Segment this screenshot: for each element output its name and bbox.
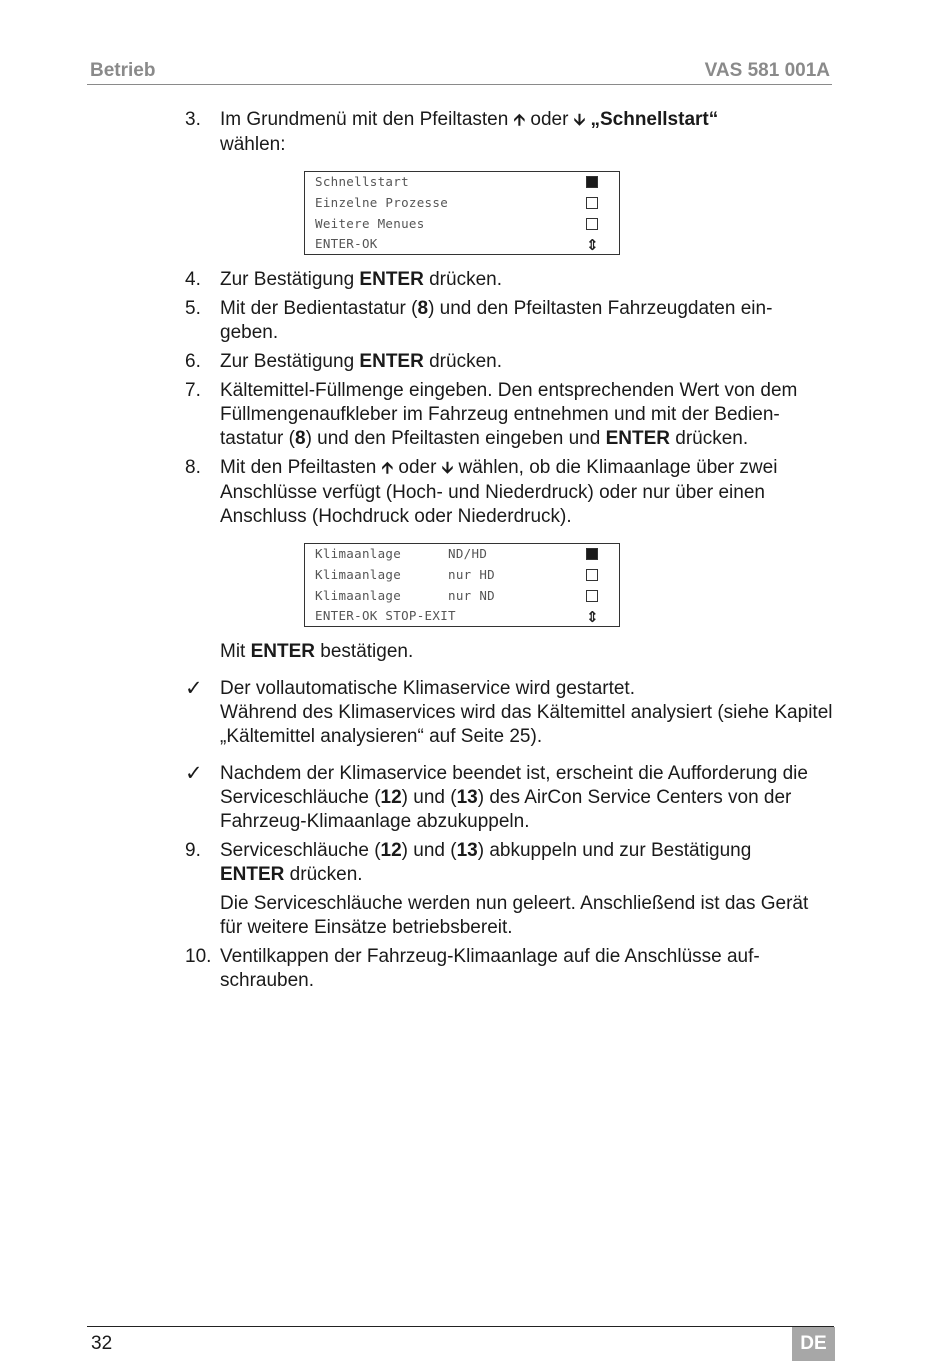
step-10: [185, 945, 835, 993]
result-text: ) und (: [401, 787, 457, 808]
step-text: wählen, ob die Klimaanlage über zwei Anschlüsse verfügt (Hoch- und Niederdruck) oder nur über einen Anschluss (Hochdruck oder Niederdruck).: [220, 457, 778, 527]
checkbox-icon: [586, 197, 598, 209]
step-4: [185, 268, 835, 292]
result-1: [185, 677, 835, 749]
lcd-row: Einzelne Prozesse: [315, 195, 449, 210]
page-number: 32: [91, 1333, 113, 1354]
step-9: [185, 839, 835, 887]
lcd-row: Klimaanlage nur HD: [315, 567, 495, 582]
step-text: ) und (: [401, 840, 457, 861]
lcd-display-ac-connection: [304, 543, 620, 627]
result-text: Nachdem der Klimaservice beendet ist, erscheint die Aufforderung die Serviceschläuche (: [220, 763, 808, 808]
reference-number: 12: [380, 840, 402, 861]
menu-item-name: „Schnellstart“: [590, 109, 719, 130]
step-text: Mit der Bedientastatur (: [220, 298, 418, 319]
reference-number: 13: [456, 840, 478, 861]
step-text: bestätigen.: [315, 641, 414, 662]
step-number: 6.: [185, 351, 201, 372]
selected-checkbox-icon: [586, 176, 598, 188]
step-text: Mit: [220, 641, 251, 662]
checkmark-icon: ✓: [185, 762, 203, 785]
lcd-row: Klimaanlage nur ND: [315, 588, 495, 603]
step-text: geben.: [220, 322, 279, 343]
step-text: drücken.: [423, 269, 502, 290]
lcd-row: Klimaanlage ND/HD: [315, 546, 488, 561]
step-text: oder: [525, 109, 574, 130]
key-name: ENTER: [359, 269, 424, 290]
step-7: [185, 379, 835, 451]
step-text: ) abkuppeln und zur Bestätigung: [477, 840, 752, 861]
step-text: Kältemittel-Füllmenge eingeben. Den entsprechenden Wert von dem Füllmengenaufkleber im Fahrzeug entnehmen und mit der Bedien-: [220, 380, 798, 425]
page-header: [87, 58, 832, 85]
lcd-row: Weitere Menues: [315, 216, 425, 231]
step-text: Serviceschläuche (: [220, 840, 381, 861]
down-arrow-icon: 🡫: [441, 460, 454, 477]
key-name: ENTER: [359, 351, 424, 372]
lcd-display-main-menu: [304, 171, 620, 255]
checkbox-icon: [586, 590, 598, 602]
reference-number: 13: [456, 787, 478, 808]
key-name: ENTER: [605, 428, 670, 449]
step-text: tastatur (: [220, 428, 295, 449]
step-number: 7.: [185, 380, 201, 401]
checkbox-icon: [586, 218, 598, 230]
step-text: Mit den Pfeiltasten: [220, 457, 382, 478]
step-9-note: Die Serviceschläuche werden nun geleert. Anschließend ist das Gerät für weitere Einsätze betriebsbereit.: [220, 893, 809, 938]
lcd-row: ENTER-OK: [315, 236, 378, 251]
result-text: Der vollautomatische Klimaservice wird gestartet.: [220, 678, 635, 699]
key-name: ENTER: [250, 641, 316, 662]
step-number: 10.: [185, 946, 212, 967]
step-text: drücken.: [423, 351, 502, 372]
step-6: [185, 350, 835, 374]
language-badge: DE: [792, 1327, 835, 1361]
model-number: VAS 581 001A: [704, 60, 830, 81]
up-down-arrow-icon: ⇕: [586, 608, 599, 626]
result-2: [185, 762, 835, 834]
step-text: drücken.: [669, 428, 749, 449]
confirm-instruction: [185, 640, 835, 664]
step-text: Zur Bestätigung: [220, 351, 360, 372]
result-text: Während des Klimaservices wird das Kältemittel analysiert (siehe Kapitel „Kältemittel analysieren“ auf Seite 25).: [220, 702, 833, 747]
step-text: oder: [393, 457, 442, 478]
step-number: 9.: [185, 840, 201, 861]
up-arrow-icon: 🡩: [381, 460, 394, 477]
reference-number: 12: [380, 787, 402, 808]
step-text: Ventilkappen der Fahrzeug-Klimaanlage auf die Anschlüsse auf-: [220, 946, 760, 967]
reference-number: 8: [417, 298, 429, 319]
step-text: Im Grundmenü mit den Pfeiltasten: [220, 109, 514, 130]
up-arrow-icon: 🡩: [513, 112, 526, 129]
reference-number: 8: [294, 428, 306, 449]
step-text: ) und den Pfeiltasten Fahrzeugdaten ein-: [428, 298, 773, 319]
step-text: wählen:: [220, 134, 286, 155]
down-arrow-icon: 🡫: [573, 112, 586, 129]
step-text: Zur Bestätigung: [220, 269, 360, 290]
instruction-list: [185, 108, 835, 998]
step-5: [185, 297, 835, 345]
up-down-arrow-icon: ⇕: [586, 236, 599, 254]
selected-checkbox-icon: [586, 548, 598, 560]
checkbox-icon: [586, 569, 598, 581]
checkmark-icon: ✓: [185, 677, 203, 700]
step-number: 4.: [185, 269, 201, 290]
step-text: ) und den Pfeiltasten eingeben und: [305, 428, 606, 449]
step-number: 8.: [185, 457, 201, 478]
lcd-row: Schnellstart: [315, 174, 409, 189]
step-text: drücken.: [284, 864, 363, 885]
step-text: schrauben.: [220, 970, 315, 991]
section-title: Betrieb: [90, 60, 156, 81]
footer-divider: [87, 1326, 834, 1327]
key-name: ENTER: [220, 864, 285, 885]
step-3: [185, 108, 835, 157]
step-8: [185, 456, 835, 529]
lcd-row: ENTER-OK STOP-EXIT: [315, 608, 456, 623]
step-number: 5.: [185, 298, 201, 319]
result-text: ) des AirCon Service Centers von der Fahrzeug-Klimaanlage abzukuppeln.: [220, 787, 792, 832]
step-number: 3.: [185, 109, 201, 130]
